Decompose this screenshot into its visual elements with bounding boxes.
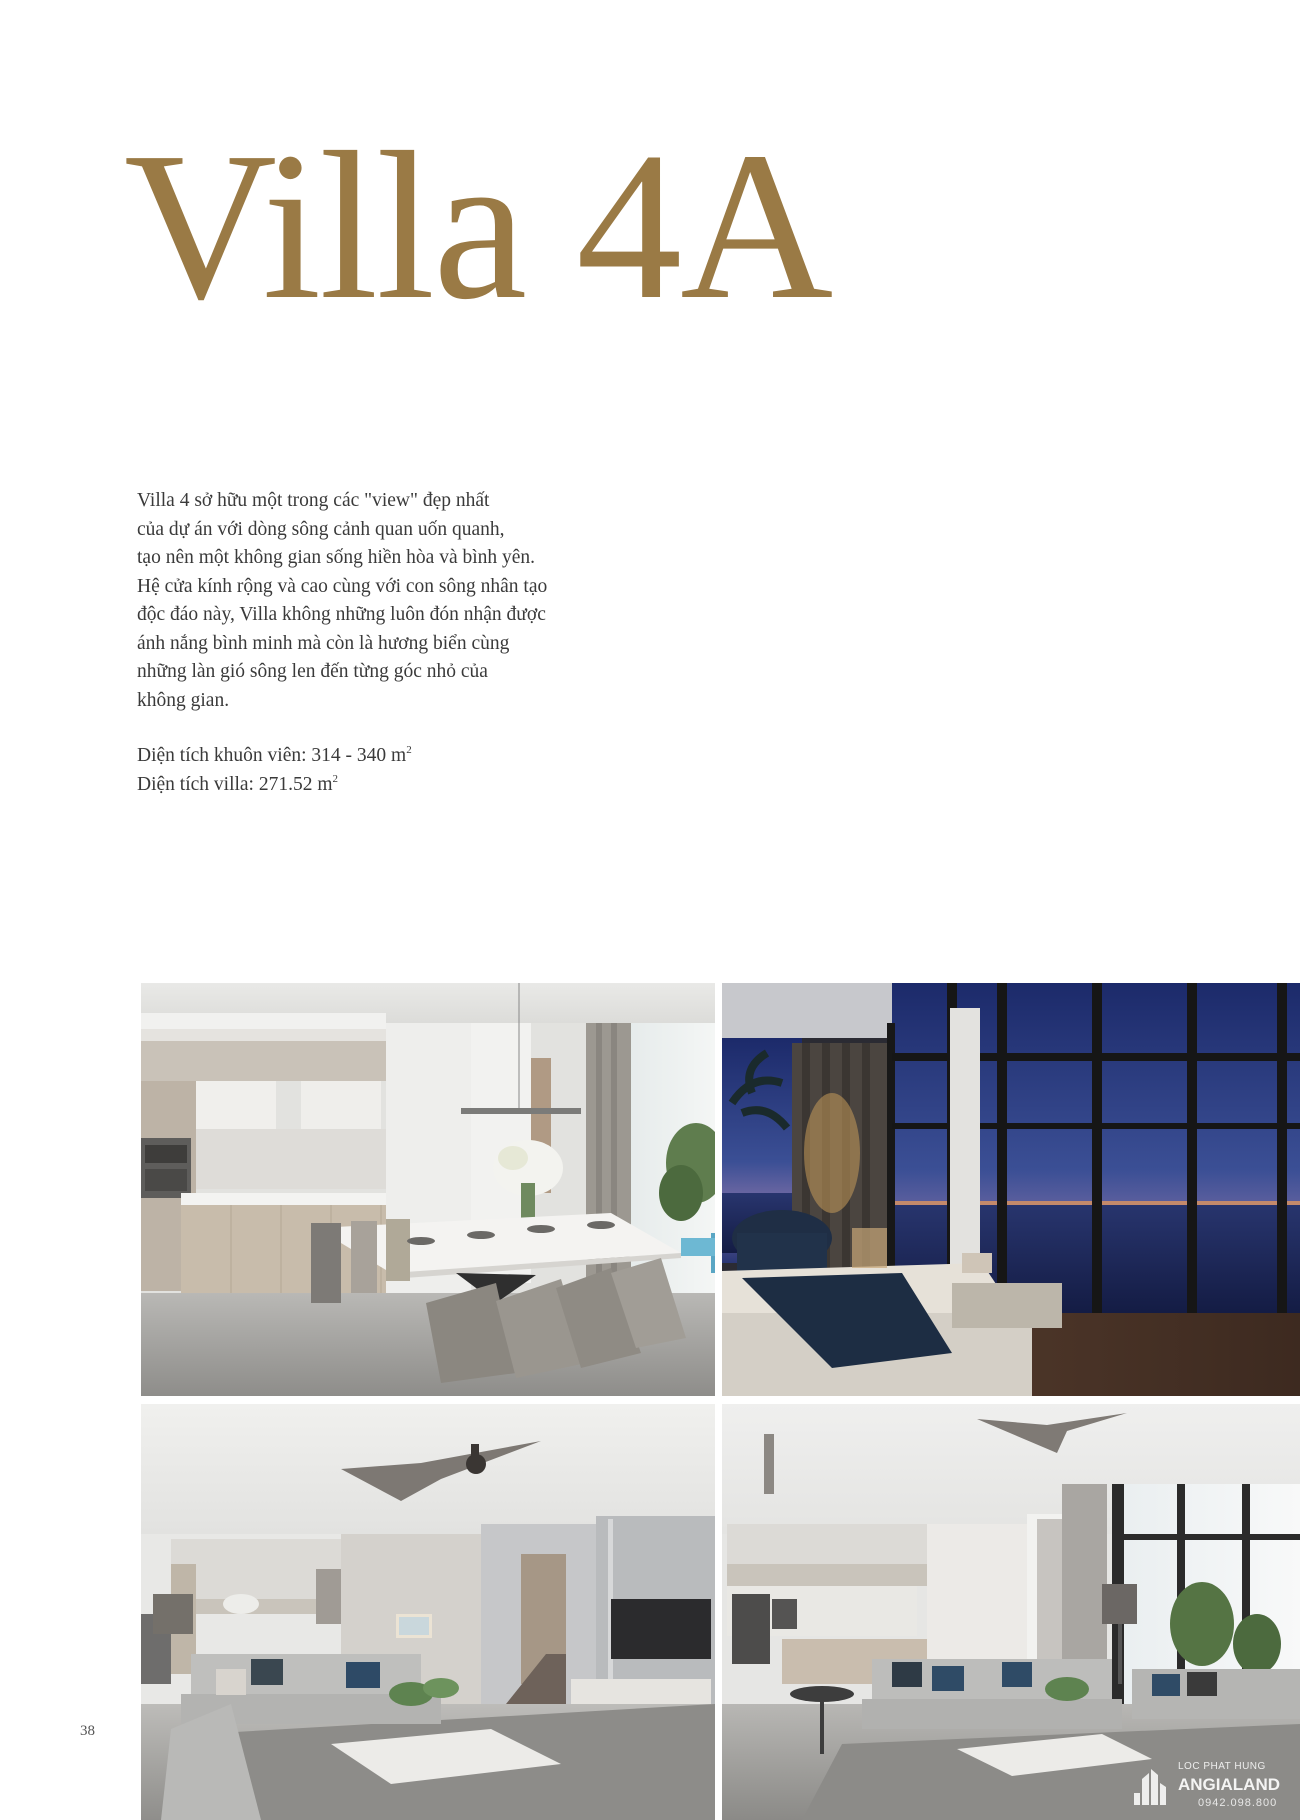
description-line: tạo nên một không gian sống hiền hòa và bình yên. [137,547,536,568]
bedroom-sea-view-photo [722,983,1300,1396]
description-line: độc đáo này, Villa không những luôn đón nhận được [137,604,546,625]
description-line: những làn gió sông len đến từng góc nhỏ của [137,661,488,682]
page-number: 38 [80,1723,95,1739]
villa-description [137,487,587,715]
description-line: Villa 4 sở hữu một trong các "view" đẹp nhất [137,490,490,511]
description-line: Hệ cửa kính rộng và cao cùng với con sông nhân tạo [137,575,548,597]
watermark [1128,1745,1300,1820]
watermark-phone: 0942.098.800 [1198,1797,1278,1809]
villa-area [137,771,412,800]
lot-area-label: Diện tích khuôn viên: 314 - 340 m [137,745,407,766]
living-room-photo [141,1404,715,1820]
page-title: Villa 4A [124,108,832,343]
area-specs [137,742,412,799]
description-line: của dự án với dòng sông cảnh quan uốn quanh, [137,518,505,540]
unit-superscript: 2 [406,744,412,756]
kitchen-dining-photo [141,983,715,1396]
watermark-brand: ANGIALAND [1178,1775,1280,1794]
description-line: ánh nắng bình minh mà còn là hương biển cùng [137,632,510,654]
villa-area-label: Diện tích villa: 271.52 m [137,773,333,795]
building-logo-icon [1132,1765,1172,1807]
unit-superscript: 2 [332,772,339,785]
lot-area [137,742,412,771]
description-line: không gian. [137,689,230,711]
watermark-top-line: LOC PHAT HUNG [1178,1761,1266,1772]
